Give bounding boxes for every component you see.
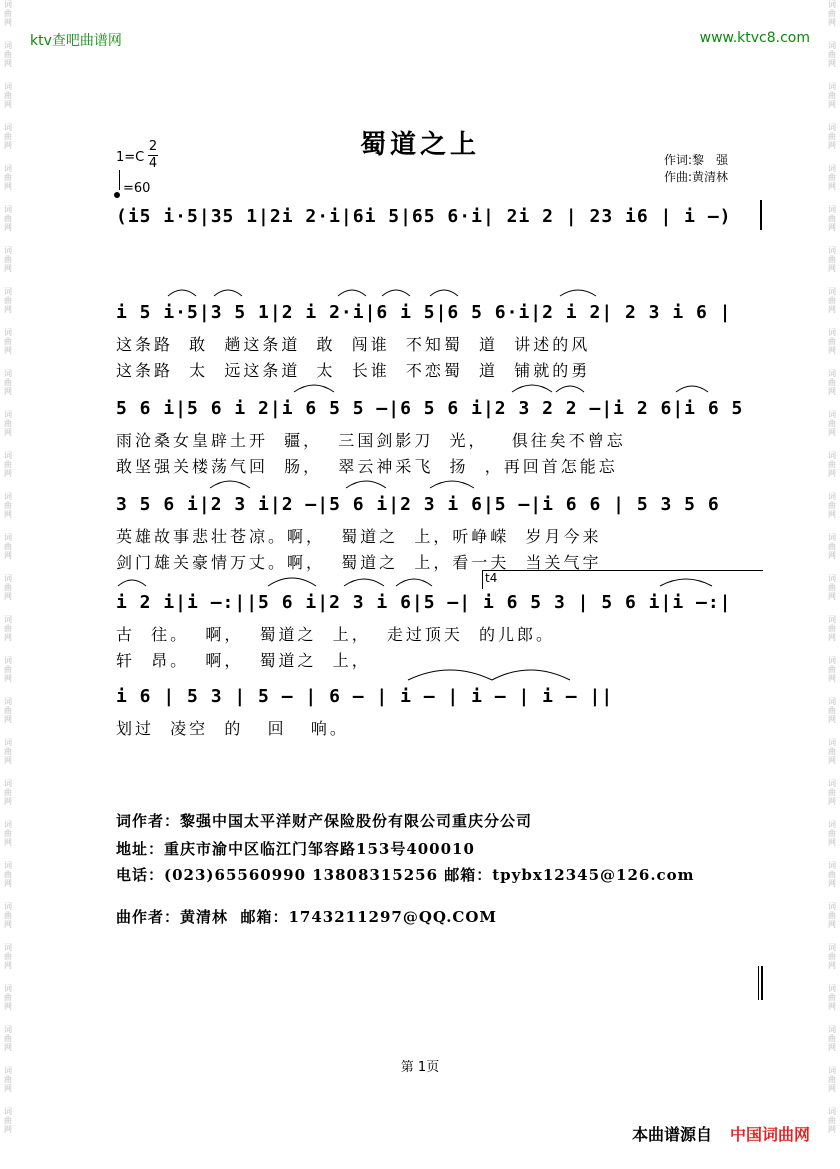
watermark-glyph-group: 词 曲 网 (4, 246, 12, 273)
watermark-glyph-group: 词 曲 网 (4, 410, 12, 437)
watermark-glyph-group: 词 曲 网 (828, 82, 836, 109)
row-2-lyric-verse-1: 雨沧桑女皇辟土开 疆， 三国剑影刀 光， 俱往矣不曾忘 (116, 431, 626, 450)
watermark-glyph-group: 词 曲 网 (828, 861, 836, 888)
key-signature: 1=C (116, 150, 145, 165)
watermark-glyph-group: 词 曲 网 (4, 287, 12, 314)
watermark-glyph-group: 词 曲 网 (4, 369, 12, 396)
watermark-glyph-group: 词 曲 网 (828, 328, 836, 355)
lyricist-credit: 作词:黎 强 (664, 153, 729, 167)
watermark-glyph-group: 词 曲 网 (4, 779, 12, 806)
watermark-glyph-group: 词 曲 网 (828, 738, 836, 765)
time-signature-top: 2 (148, 139, 158, 154)
watermark-glyph-group: 词 曲 网 (4, 615, 12, 642)
volta-bracket (482, 570, 763, 589)
tempo-marking (114, 172, 150, 196)
composer-info: 曲作者：黄清林 邮箱：1743211297@QQ.COM (116, 908, 498, 926)
watermark-glyph-group: 词 曲 网 (4, 943, 12, 970)
page-number: 第 1页 (400, 1060, 440, 1075)
footer-source-label: 本曲谱源自 (631, 1125, 712, 1144)
final-barline (758, 966, 763, 1000)
time-signature (148, 140, 158, 171)
watermark-glyph-group: 词 曲 网 (828, 451, 836, 478)
row-3-lyric-verse-1: 英雄故事悲壮苍凉。啊， 蜀道之 上，听峥嵘 岁月今来 (116, 527, 602, 546)
lyricist-info: 词作者：黎强中国太平洋财产保险股份有限公司重庆分公司 (116, 812, 533, 830)
watermark-glyph-group: 词 曲 网 (828, 41, 836, 68)
watermark-glyph-group: 词 曲 网 (4, 164, 12, 191)
watermark-glyph-group: 词 曲 网 (4, 205, 12, 232)
watermark-glyph-group: 词 曲 网 (4, 0, 12, 27)
watermark-glyph-group: 词 曲 网 (828, 943, 836, 970)
watermark-glyph-group: 词 曲 网 (4, 1066, 12, 1093)
quarter-note-icon (114, 192, 120, 198)
song-title: 蜀道之上 (359, 130, 480, 160)
row-3-lyric-verse-2: 剑门雄关豪情万丈。啊， 蜀道之 上，看一夫 当关气宇 (116, 553, 602, 572)
left-watermark-strip (1, 0, 15, 1169)
watermark-glyph-group: 词 曲 网 (828, 287, 836, 314)
address-info: 地址：重庆市渝中区临江门邹容路153号400010 (116, 840, 475, 858)
watermark-glyph-group: 词 曲 网 (4, 574, 12, 601)
watermark-glyph-group: 词 曲 网 (828, 656, 836, 683)
row-4-notes: i 2 i|i –:||5 6 i|2 3 i 6|5 –| i 6 5 3 | 5 6 i|i –:| (116, 592, 732, 613)
watermark-glyph-group: 词 曲 网 (828, 533, 836, 560)
row-3-notes: 3 5 6 i|2 3 i|2 –|5 6 i|2 3 i 6|5 –|i 6 6 | 5 3 5 6 (116, 494, 720, 515)
watermark-glyph-group: 词 曲 网 (4, 738, 12, 765)
row-2-lyric-verse-2: 敢坚强关楼荡气回 肠， 翠云神采飞 扬 ，再回首怎能忘 (116, 457, 618, 476)
watermark-glyph-group: 词 曲 网 (828, 1107, 836, 1134)
watermark-glyph-group: 词 曲 网 (828, 697, 836, 724)
watermark-glyph-group: 词 曲 网 (4, 451, 12, 478)
volta-label: t4 (485, 571, 498, 585)
watermark-glyph-group: 词 曲 网 (4, 1025, 12, 1052)
watermark-glyph-group: 词 曲 网 (828, 615, 836, 642)
watermark-glyph-group: 词 曲 网 (828, 1066, 836, 1093)
phone-email-info: 电话：(023)65560990 13808315256 邮箱：tpybx12345@126.com (116, 866, 695, 884)
watermark-glyph-group: 词 曲 网 (828, 246, 836, 273)
watermark-glyph-group: 词 曲 网 (828, 123, 836, 150)
song-credits (664, 152, 728, 186)
watermark-glyph-group: 词 曲 网 (4, 41, 12, 68)
row-2-notes: 5 6 i|5 6 i 2|i 6 5 5 –|6 5 6 i|2 3 2 2 –|i 2 6|i 6 5 (116, 398, 744, 419)
footer-source (632, 1122, 810, 1145)
watermark-glyph-group: 词 曲 网 (828, 1025, 836, 1052)
watermark-glyph-group: 词 曲 网 (4, 533, 12, 560)
watermark-glyph-group: 词 曲 网 (4, 492, 12, 519)
row-1-lyric-verse-2: 这条路 太 远这条道 太 长谁 不恋蜀 道 铺就的勇 (116, 361, 591, 380)
watermark-glyph-group: 词 曲 网 (4, 1107, 12, 1134)
row-4-lyric-verse-2: 轩 昂。 啊， 蜀道之 上， (116, 651, 371, 670)
watermark-glyph-group: 词 曲 网 (4, 902, 12, 929)
watermark-glyph-group: 词 曲 网 (828, 779, 836, 806)
composer-credit: 作曲:黄清林 (664, 170, 729, 184)
watermark-glyph-group: 词 曲 网 (828, 492, 836, 519)
watermark-glyph-group: 词 曲 网 (828, 820, 836, 847)
watermark-glyph-group: 词 曲 网 (828, 369, 836, 396)
row-1-lyric-verse-1: 这条路 敢 趟这条道 敢 闯谁 不知蜀 道 讲述的风 (116, 335, 591, 354)
watermark-glyph-group: 词 曲 网 (4, 861, 12, 888)
watermark-glyph-group: 词 曲 网 (828, 410, 836, 437)
watermark-glyph-group: 词 曲 网 (4, 820, 12, 847)
header-left-site-name: ktv查吧曲谱网 (30, 33, 122, 49)
watermark-glyph-group: 词 曲 网 (828, 164, 836, 191)
watermark-glyph-group: 词 曲 网 (828, 205, 836, 232)
watermark-glyph-group: 词 曲 网 (4, 697, 12, 724)
tempo-value: =60 (123, 181, 151, 196)
row-5-lyric-verse-1: 划过 凌空 的 回 响。 (116, 719, 349, 738)
row-4-lyric-verse-1: 古 往。 啊， 蜀道之 上， 走过顶天 的儿郎。 (116, 625, 556, 644)
watermark-glyph-group: 词 曲 网 (4, 82, 12, 109)
right-watermark-strip (825, 0, 839, 1169)
time-signature-bottom: 4 (148, 156, 158, 171)
watermark-glyph-group: 词 曲 网 (4, 656, 12, 683)
watermark-glyph-group: 词 曲 网 (4, 123, 12, 150)
watermark-glyph-group: 词 曲 网 (828, 902, 836, 929)
intro-notes: (i5 i·5|35 1|2i 2·i|6i 5|65 6·i| 2i 2 | 23 i6 | i –) (116, 206, 732, 227)
watermark-glyph-group: 词 曲 网 (828, 984, 836, 1011)
row-5-notes: i 6 | 5 3 | 5 – | 6 – | i – | i – | i – || (116, 686, 614, 707)
watermark-glyph-group: 词 曲 网 (828, 574, 836, 601)
header-right-url: www.ktvc8.com (699, 30, 810, 46)
row-1-notes: i 5 i·5|3 5 1|2 i 2·i|6 i 5|6 5 6·i|2 i 2| 2 3 i 6 | (116, 302, 732, 323)
watermark-glyph-group: 词 曲 网 (828, 0, 836, 27)
footer-site-link[interactable]: 中国词曲网 (729, 1125, 810, 1144)
watermark-glyph-group: 词 曲 网 (4, 328, 12, 355)
watermark-glyph-group: 词 曲 网 (4, 984, 12, 1011)
